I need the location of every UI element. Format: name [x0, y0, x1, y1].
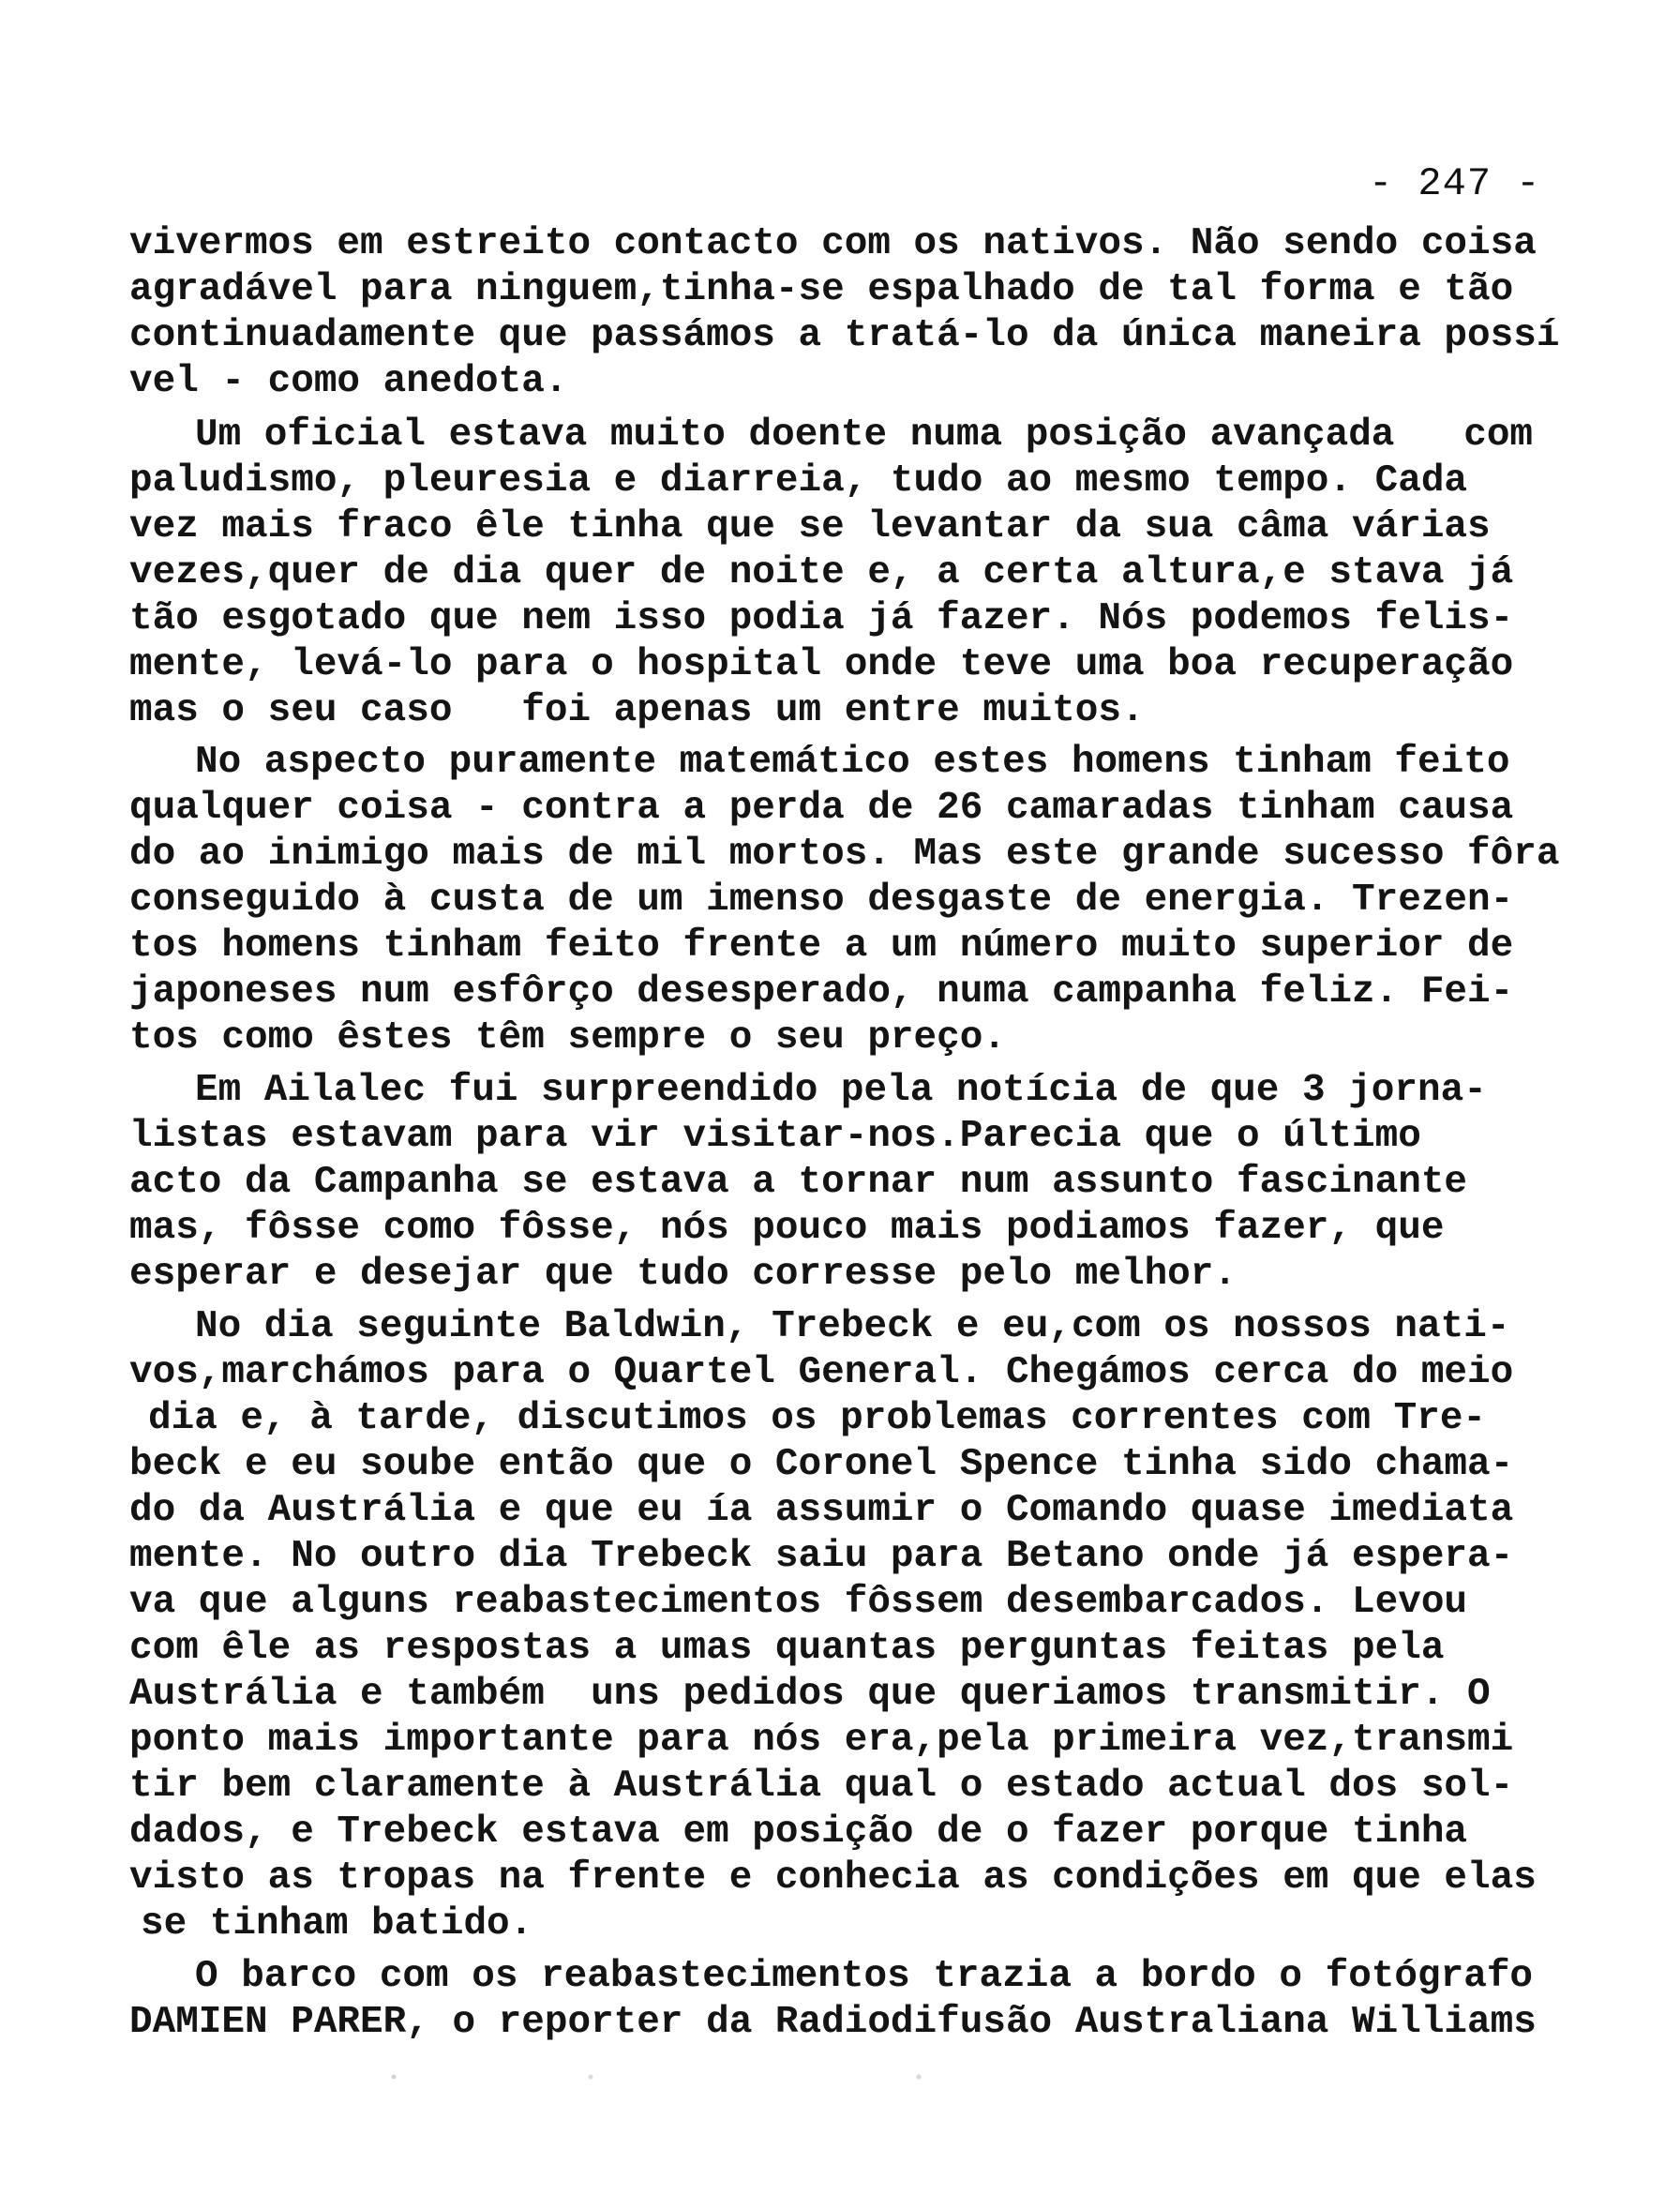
text-line: vezes,quer de dia quer de noite e, a certa altura,e stava já — [129, 551, 1514, 594]
text-line: vos,marchámos para o Quartel General. Chegámos cerca do meio — [129, 1351, 1514, 1394]
text-line: Um oficial estava muito doente numa posição avançada com — [195, 413, 1534, 457]
text-line: japoneses num esfôrço desesperado, numa campanha feliz. Fei- — [129, 970, 1514, 1014]
text-line: continuadamente que passámos a tratá-lo da única maneira possí — [129, 314, 1560, 357]
text-line: com êle as respostas a umas quantas perguntas feitas pela — [129, 1627, 1445, 1670]
text-line: listas estavam para vir visitar-nos.Parecia que o último — [129, 1115, 1421, 1158]
text-line: tos como êstes têm sempre o seu preço. — [129, 1016, 1006, 1059]
text-line: Em Ailalec fui surpreendido pela notícia de que 3 jorna- — [195, 1069, 1487, 1112]
text-line: vivermos em estreito contacto com os nativos. Não sendo coisa — [129, 222, 1537, 265]
text-line: Austrália e também uns pedidos que queriamos transmitir. O — [129, 1673, 1491, 1716]
text-line: esperar e desejar que tudo corresse pelo melhor. — [129, 1253, 1237, 1296]
text-line: mas, fôsse como fôsse, nós pouco mais podiamos fazer, que — [129, 1207, 1445, 1250]
text-line: paludismo, pleuresia e diarreia, tudo ao mesmo tempo. Cada — [129, 459, 1468, 503]
text-line: DAMIEN PARER, o reporter da Radiodifusão Australiana Williams — [129, 2001, 1537, 2044]
text-line: No dia seguinte Baldwin, Trebeck e eu,com os nossos nati- — [195, 1305, 1510, 1348]
text-line: dados, e Trebeck estava em posição de o fazer porque tinha — [129, 1811, 1468, 1854]
text-line: agradável para ninguem,tinha-se espalhado de tal forma e tão — [129, 268, 1514, 311]
text-line: conseguido à custa de um imenso desgaste de energia. Trezen- — [129, 879, 1514, 922]
text-line: mente. No outro dia Trebeck saiu para Betano onde já espera- — [129, 1535, 1514, 1578]
text-line: do da Austrália e que eu ía assumir o Comando quase imediata — [129, 1489, 1514, 1532]
page-number: - 247 - — [1369, 161, 1541, 206]
text-line: vez mais fraco êle tinha que se levantar da sua câma várias — [129, 505, 1491, 548]
text-line: vel - como anedota. — [129, 360, 568, 403]
text-line: tir bem claramente à Austrália qual o estado actual dos sol- — [129, 1765, 1514, 1808]
text-line: mente, levá-lo para o hospital onde teve uma boa recuperação — [129, 643, 1514, 686]
text-line: tão esgotado que nem isso podia já fazer. Nós podemos felis- — [129, 597, 1514, 640]
text-line: qualquer coisa - contra a perda de 26 camaradas tinham causa — [129, 787, 1514, 830]
text-line: No aspecto puramente matemático estes homens tinham feito — [195, 741, 1510, 784]
text-line: va que alguns reabastecimentos fôssem desembarcados. Levou — [129, 1581, 1468, 1624]
text-line: acto da Campanha se estava a tornar num assunto fascinante — [129, 1161, 1468, 1204]
text-line: mas o seu caso foi apenas um entre muitos. — [129, 689, 1145, 732]
text-line: do ao inimigo mais de mil mortos. Mas este grande sucesso fôra — [129, 833, 1560, 876]
text-line: se tinham batido. — [141, 1902, 533, 1946]
text-line: visto as tropas na frente e conhecia as condições em que elas — [129, 1856, 1537, 1900]
text-line: beck e eu soube então que o Coronel Spence tinha sido chama- — [129, 1443, 1514, 1486]
scan-smudge — [131, 2067, 1444, 2086]
text-line: ponto mais importante para nós era,pela primeira vez,transmi — [129, 1719, 1514, 1762]
text-line: dia e, à tarde, discutimos os problemas correntes com Tre- — [148, 1397, 1487, 1440]
text-line: O barco com os reabastecimentos trazia a bordo o fotógrafo — [195, 1955, 1534, 1998]
text-line: tos homens tinham feito frente a um número muito superior de — [129, 924, 1514, 968]
